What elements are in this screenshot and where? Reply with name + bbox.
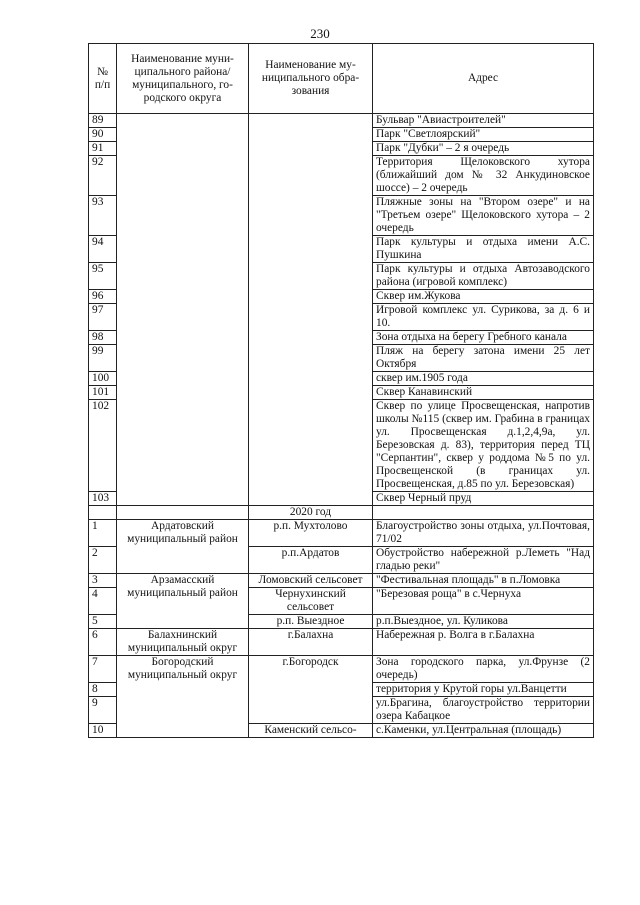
address-cell: Парк "Светлоярский" <box>373 128 594 142</box>
row-number: 100 <box>89 372 117 386</box>
municipality-cell: р.п.Ардатов <box>249 547 373 574</box>
address-cell: ул.Брагина, благоустройство территории озера Кабацкое <box>373 697 594 724</box>
address-cell: Пляж на берегу затона имени 25 лет Октября <box>373 345 594 372</box>
district-cell: Арзамасский муниципальный район <box>117 574 249 629</box>
row-number: 98 <box>89 331 117 345</box>
municipality-cell: Ломовский сельсовет <box>249 574 373 588</box>
year-row <box>89 506 594 520</box>
row-number: 2 <box>89 547 117 574</box>
district-cell <box>117 114 249 506</box>
address-cell: Парк "Дубки" – 2 я очередь <box>373 142 594 156</box>
address-cell: Обустройство набережной р.Леметь "Над гладью реки" <box>373 547 594 574</box>
row-number: 1 <box>89 520 117 547</box>
address-cell: Пляжные зоны на "Втором озере" и на "Третьем озере" Щелоковского хутора – 2 очередь <box>373 196 594 236</box>
address-cell: Сквер по улице Просвещенская, напротив школы №115 (сквер им. Грабина в границах ул. Просвещенская д.1,2,4,9а, ул. Березовская д. 83), территория перед ТЦ "Серпантин", сквер у роддома №5 по ул. Просвещенской (в границах ул. Просвещенская, д.85 по ул. Березовская) <box>373 400 594 492</box>
row-number: 102 <box>89 400 117 492</box>
table-row <box>89 656 594 683</box>
row-number: 97 <box>89 304 117 331</box>
table-header-row <box>89 44 594 114</box>
row-number: 9 <box>89 697 117 724</box>
header-district: Наименование муни- ципального района/ муниципального, го- родского округа <box>117 44 249 114</box>
row-number: 90 <box>89 128 117 142</box>
year-empty-cell <box>373 506 594 520</box>
address-cell: Сквер Черный пруд <box>373 492 594 506</box>
header-address: Адрес <box>373 44 594 114</box>
address-cell: р.п.Выездное, ул. Куликова <box>373 615 594 629</box>
row-number: 94 <box>89 236 117 263</box>
address-cell: территория у Крутой горы ул.Ванцетти <box>373 683 594 697</box>
address-cell: Набережная р. Волга в г.Балахна <box>373 629 594 656</box>
table-row <box>89 114 594 128</box>
header-municipality: Наименование му- ниципального обра- зования <box>249 44 373 114</box>
municipality-cell <box>249 114 373 506</box>
row-number: 95 <box>89 263 117 290</box>
row-number: 93 <box>89 196 117 236</box>
year-label: 2020 год <box>249 506 373 520</box>
municipality-cell: г.Богородск <box>249 656 373 724</box>
row-number: 8 <box>89 683 117 697</box>
address-cell: Парк культуры и отдыха имени А.С. Пушкина <box>373 236 594 263</box>
address-cell: Территория Щелоковского хутора (ближайший дом № 32 Анкудиновское шоссе) – 2 очередь <box>373 156 594 196</box>
municipality-cell: г.Балахна <box>249 629 373 656</box>
row-number: 96 <box>89 290 117 304</box>
address-cell: "Березовая роща" в с.Чернуха <box>373 588 594 615</box>
row-number: 3 <box>89 574 117 588</box>
district-cell: Богородский муниципальный округ <box>117 656 249 738</box>
table-row <box>89 629 594 656</box>
address-cell: Парк культуры и отдыха Автозаводского района (игровой комплекс) <box>373 263 594 290</box>
year-empty-cell <box>117 506 249 520</box>
address-cell: Сквер Канавинский <box>373 386 594 400</box>
year-empty-cell <box>89 506 117 520</box>
address-cell: Зона городского парка, ул.Фрунзе (2 очередь) <box>373 656 594 683</box>
page-number: 230 <box>310 26 330 41</box>
address-cell: сквер им.1905 года <box>373 372 594 386</box>
municipality-cell: Чернухинский сельсовет <box>249 588 373 615</box>
municipality-cell: Каменский сельсо- <box>249 724 373 738</box>
address-cell: с.Каменки, ул.Центральная (площадь) <box>373 724 594 738</box>
municipality-cell: р.п. Выездное <box>249 615 373 629</box>
address-cell: Зона отдыха на берегу Гребного канала <box>373 331 594 345</box>
district-cell: Ардатовский муниципальный район <box>117 520 249 574</box>
row-number: 10 <box>89 724 117 738</box>
address-cell: Благоустройство зоны отдыха, ул.Почтовая, 71/02 <box>373 520 594 547</box>
header-num: № п/п <box>89 44 117 114</box>
address-cell: Игровой комплекс ул. Сурикова, за д. 6 и 10. <box>373 304 594 331</box>
row-number: 89 <box>89 114 117 128</box>
row-number: 4 <box>89 588 117 615</box>
address-cell: "Фестивальная площадь" в п.Ломовка <box>373 574 594 588</box>
row-number: 7 <box>89 656 117 683</box>
row-number: 91 <box>89 142 117 156</box>
address-cell: Сквер им.Жукова <box>373 290 594 304</box>
table-row <box>89 574 594 588</box>
row-number: 99 <box>89 345 117 372</box>
row-number: 92 <box>89 156 117 196</box>
district-cell: Балахнинский муниципальный округ <box>117 629 249 656</box>
row-number: 103 <box>89 492 117 506</box>
row-number: 101 <box>89 386 117 400</box>
address-cell: Бульвар "Авиастроителей" <box>373 114 594 128</box>
municipality-cell: р.п. Мухтолово <box>249 520 373 547</box>
row-number: 5 <box>89 615 117 629</box>
row-number: 6 <box>89 629 117 656</box>
objects-table <box>88 43 594 738</box>
table-row <box>89 520 594 547</box>
